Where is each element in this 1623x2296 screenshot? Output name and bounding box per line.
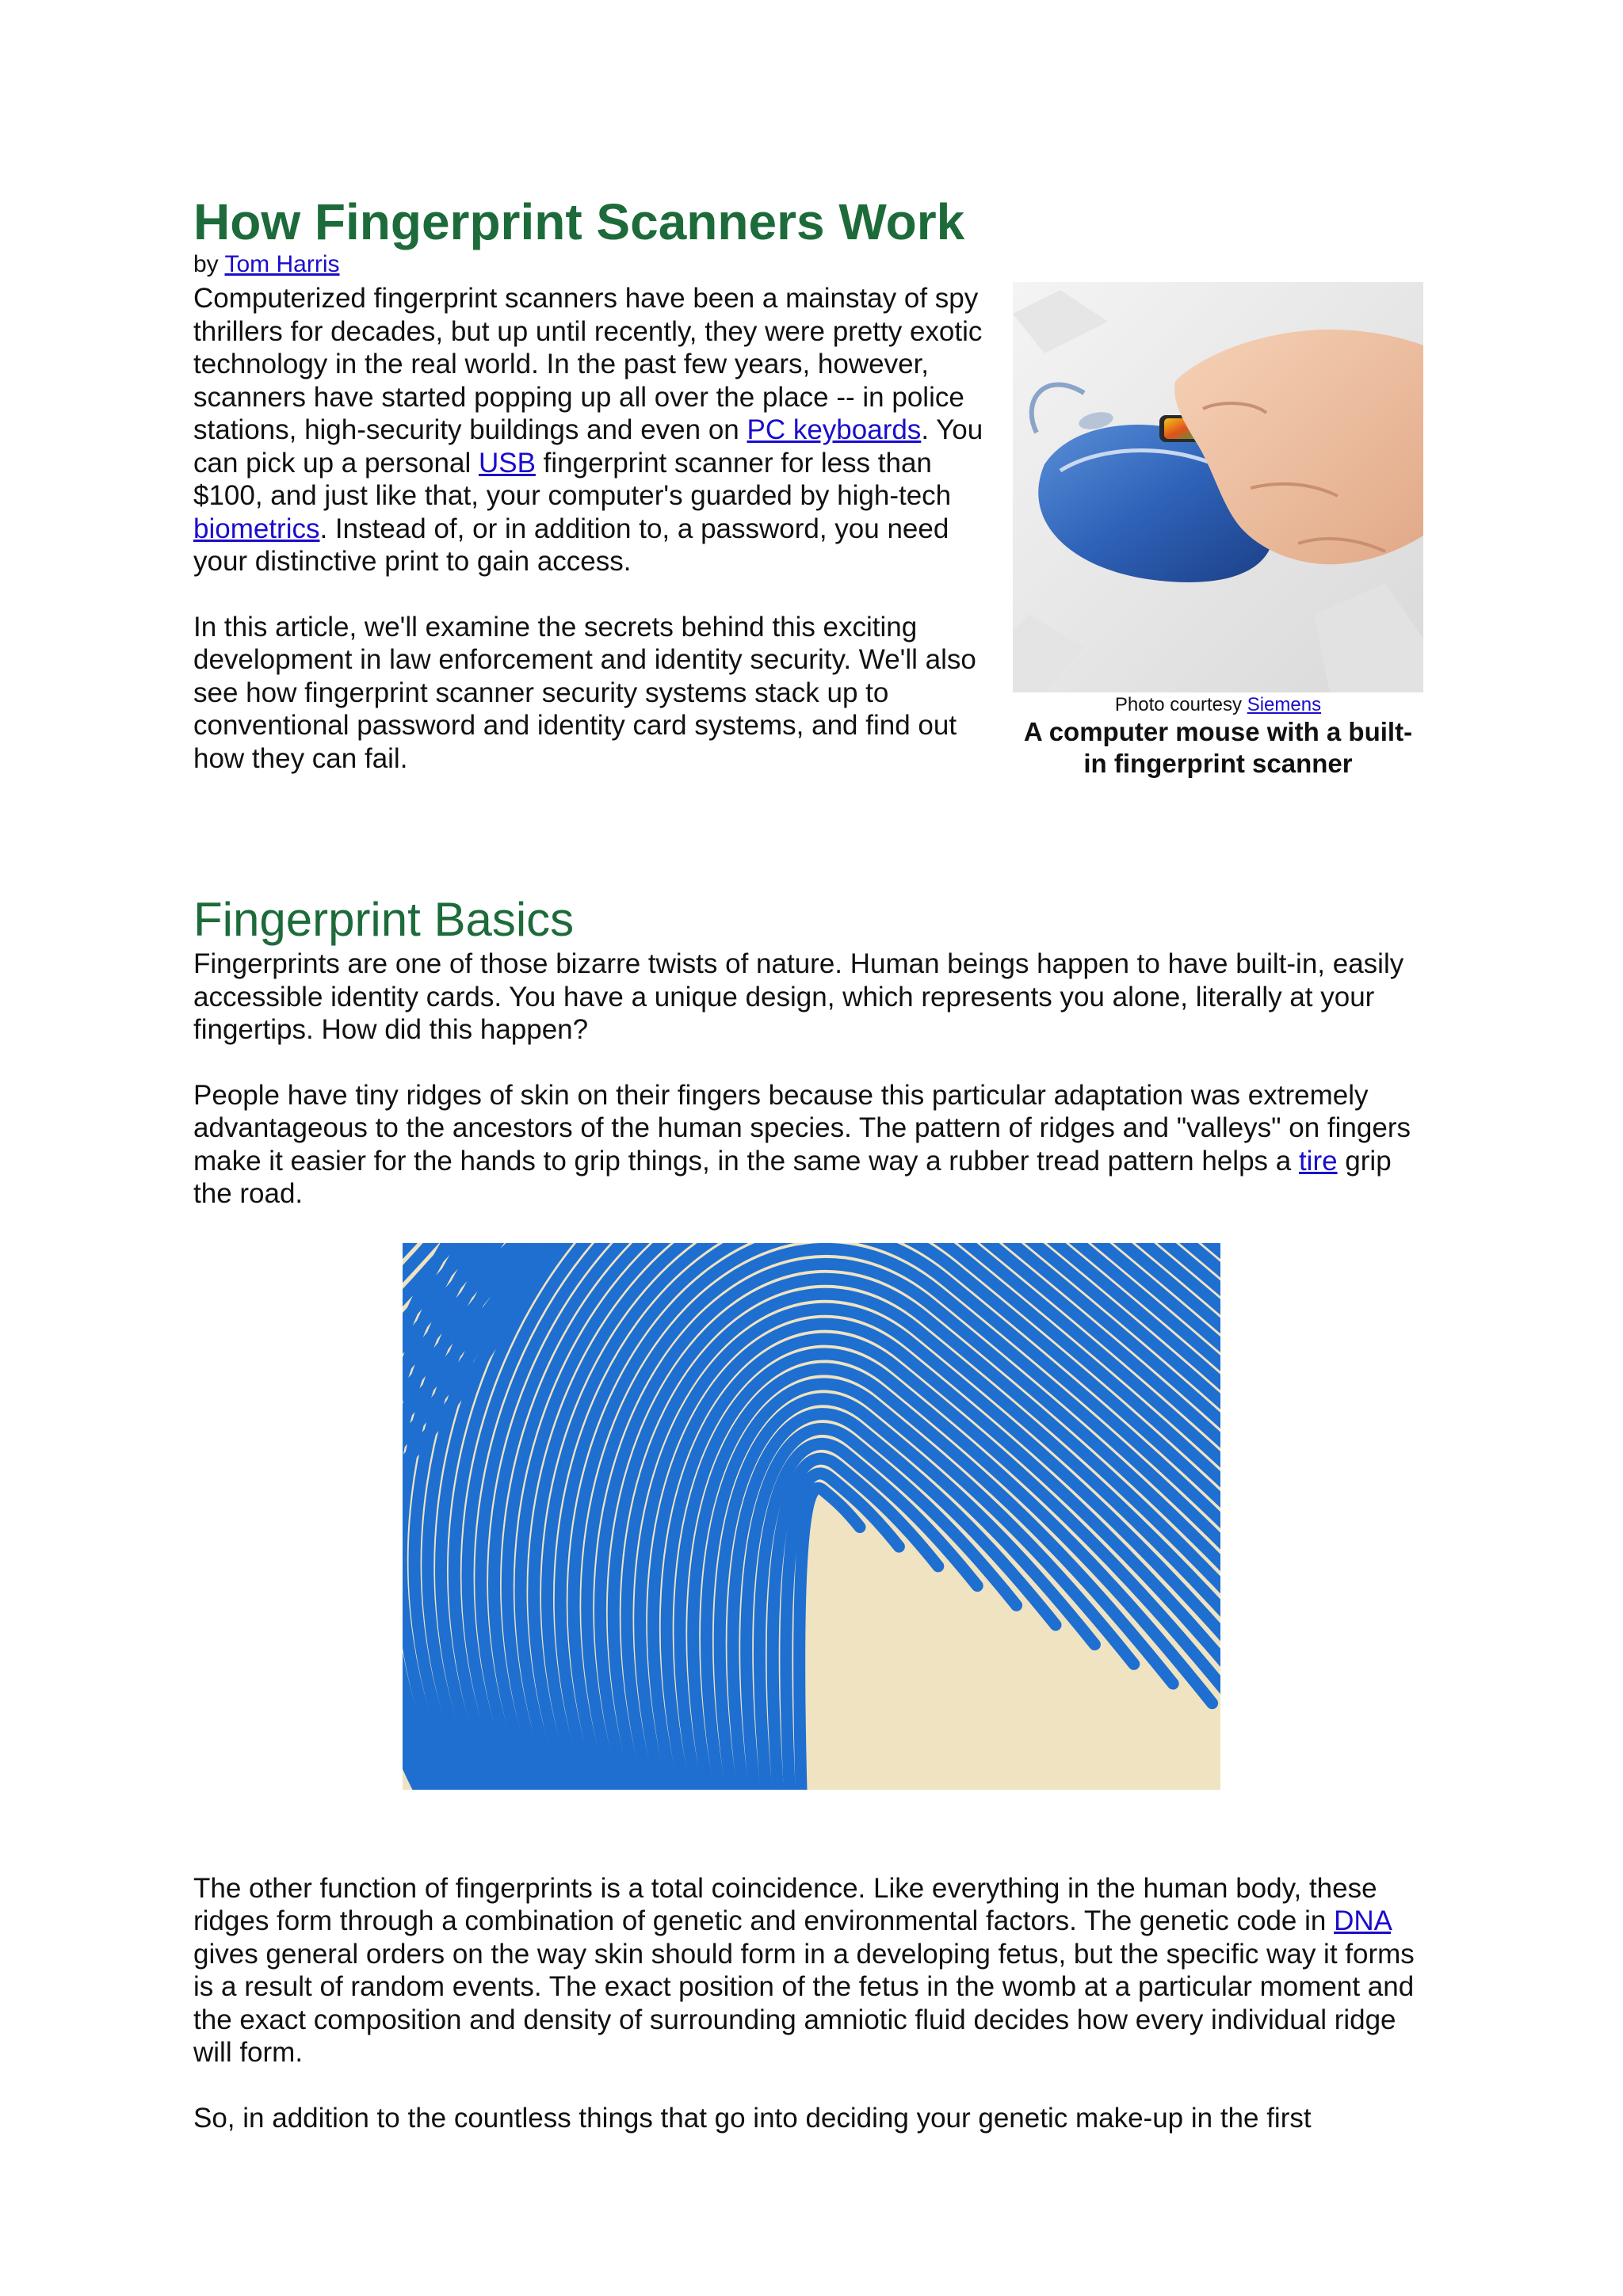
tire-link[interactable]: tire (1298, 1145, 1338, 1177)
intro-text (193, 282, 1002, 775)
dna-link[interactable]: DNA (1334, 1905, 1392, 1936)
section-heading: Fingerprint Basics (193, 893, 575, 946)
usb-link[interactable]: USB (478, 447, 536, 479)
credit-prefix: Photo courtesy (1114, 694, 1247, 715)
intro-p1-text-4: . Instead of, or in addition to, a password, you need your distinctive print to gain access. (193, 513, 949, 577)
article (193, 193, 1423, 2167)
mouse-figure (1013, 282, 1423, 780)
intro-p1-text-2: . You can pick up a personal (193, 414, 983, 479)
section-body (193, 948, 1423, 1211)
fingerprint-mouse-photo (1013, 282, 1423, 692)
byline-prefix: by (193, 251, 225, 277)
figure-caption: A computer mouse with a built-in fingerprint scanner (1023, 717, 1413, 778)
section-p2-text-1: People have tiny ridges of skin on their fingers because this particular adaptation was extremely advantageous to the ancestors of the human species. The pattern of ridges and "valleys" on fingers make it easier for the hands to grip things, in the same way a rubber tread pattern helps a (193, 1079, 1411, 1177)
article-title: How Fingerprint Scanners Work (193, 193, 965, 250)
intro-p1-text-3: fingerprint scanner for less than $100, and just like that, your computer's guarded by high-tech (193, 447, 952, 511)
pc-keyboards-link[interactable]: PC keyboards (747, 414, 922, 445)
section-body-continued (193, 1872, 1423, 2135)
intro-paragraph-1 (193, 282, 1002, 578)
byline (193, 250, 1423, 279)
section-paragraph-3 (193, 1872, 1423, 2069)
section-paragraph-1: Fingerprints are one of those bizarre twists of nature. Human beings happen to have built-in, easily accessible identity cards. You have a unique design, which represents you alone, literally at your fingertips. How did this happen? (193, 948, 1404, 1045)
section-paragraph-2 (193, 1079, 1423, 1211)
intro-paragraph-2: In this article, we'll examine the secrets behind this exciting development in law enforcement and identity security. We'll also see how fingerprint scanner security systems stack up to conventional password and identity card systems, and find out how they can fail. (193, 611, 976, 774)
section-p3-text-2: gives general orders on the way skin should form in a developing fetus, but the specific way it forms is a result of random events. The exact position of the fetus in the womb at a particular moment and the exact composition and density of surrounding amniotic fluid decides how every individual ridge will form. (193, 1938, 1415, 2068)
section-p3-text-1: The other function of fingerprints is a total coincidence. Like everything in the human body, these ridges form through a combination of genetic and environmental factors. The genetic code in (193, 1872, 1377, 1936)
author-link[interactable]: Tom Harris (224, 251, 340, 277)
fingerprint-image (403, 1243, 1220, 1790)
intro-section (193, 282, 1423, 892)
section-p2-text-2: grip the road. (193, 1145, 1392, 1209)
intro-p1-text-1: Computerized fingerprint scanners have been a mainstay of spy thrillers for decades, but up until recently, they were pretty exotic technology in the real world. In the past few years, however, scanners have started popping up all over the place -- in police stations, high-security buildings and even on (193, 283, 983, 445)
photo-credit (1013, 694, 1423, 716)
biometrics-link[interactable]: biometrics (193, 513, 320, 544)
siemens-link[interactable]: Siemens (1247, 694, 1322, 715)
section-paragraph-4: So, in addition to the countless things that go into deciding your genetic make-up in the first (193, 2102, 1312, 2134)
